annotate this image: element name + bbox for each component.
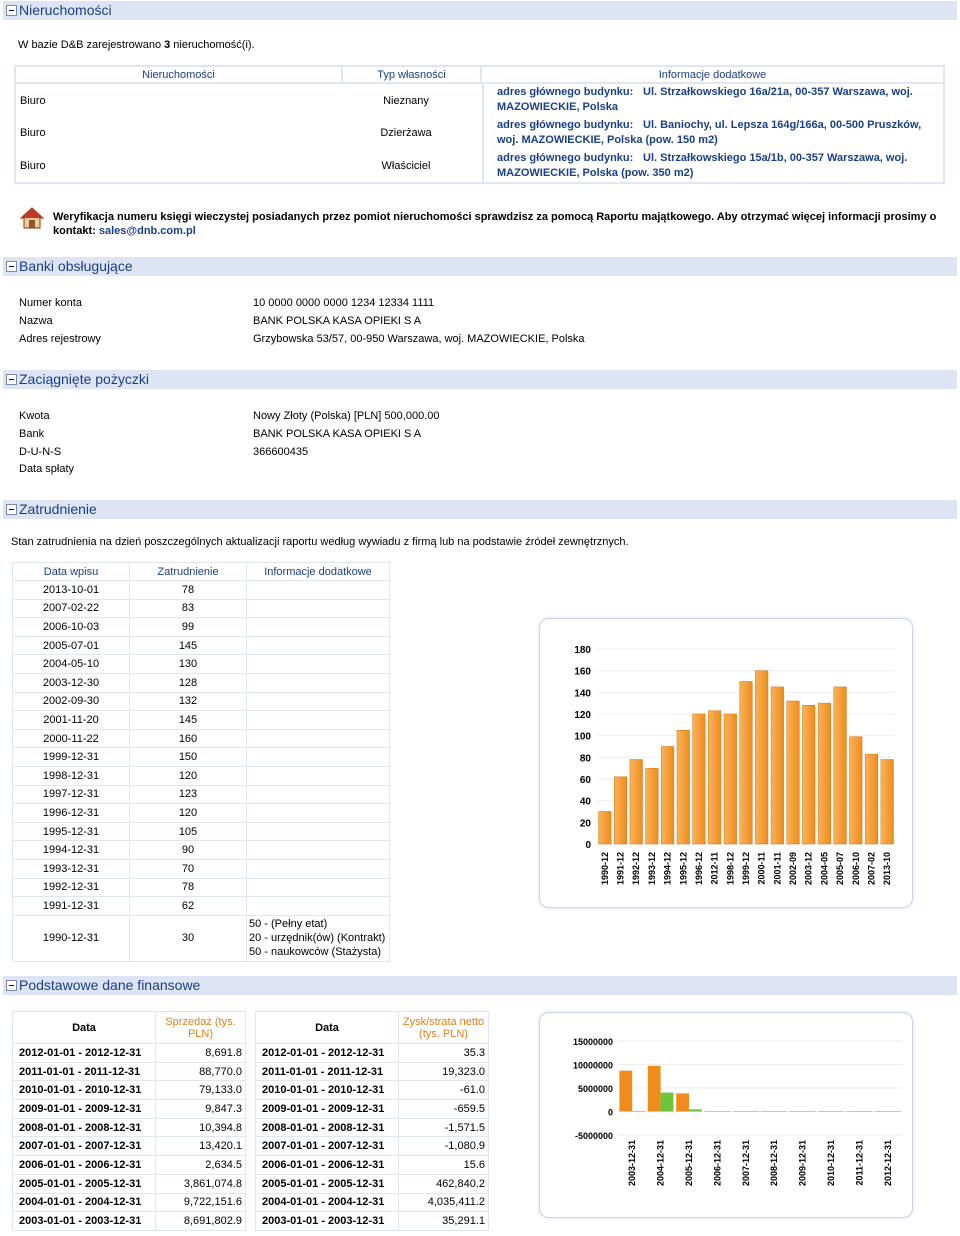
col-header: Zatrudnienie [130, 563, 247, 581]
table-row [13, 692, 390, 711]
sales-value: 10,394.8 [156, 1118, 246, 1137]
bar [831, 1112, 844, 1113]
table-row [13, 711, 390, 730]
section-header-banks[interactable] [3, 257, 957, 276]
entry-date: 2007-02-22 [13, 599, 130, 618]
table-row [13, 1044, 246, 1063]
x-tick-label: 2007-02 [866, 852, 877, 886]
section-header-employment[interactable] [3, 500, 957, 519]
section-title: Nieruchomości [19, 2, 112, 18]
y-tick-label: 40 [579, 796, 591, 808]
profit-table [255, 1011, 489, 1231]
property-info: MAZOWIECKIE, Polska (pow. 350 m2) [497, 167, 694, 179]
bar [648, 1066, 661, 1112]
y-tick-label: 160 [574, 666, 591, 678]
x-tick-label: 1996-12 [693, 852, 704, 886]
property-note-contact: kontakt: sales@dnb.com.pl [53, 225, 196, 237]
extra-info [247, 636, 390, 655]
entry-date: 1998-12-31 [13, 766, 130, 785]
bar [888, 1111, 901, 1112]
bar [632, 1111, 645, 1112]
x-tick-label: 2013-10 [882, 852, 893, 886]
sales-table [12, 1011, 246, 1231]
period: 2006-01-01 - 2006-12-31 [13, 1156, 156, 1175]
y-tick-label: 0 [607, 1107, 613, 1118]
bar [818, 703, 831, 844]
section-header-properties[interactable] [3, 1, 957, 20]
period: 2012-01-01 - 2012-12-31 [256, 1044, 399, 1063]
property-info: Ul. Strzałkowskiego 16a/21a, 00-357 Warszawa, woj. [643, 86, 913, 98]
table-row [13, 618, 390, 637]
table-row [13, 766, 390, 785]
bar [818, 1111, 831, 1112]
extra-info [247, 841, 390, 860]
employee-count: 83 [130, 599, 247, 618]
table-row [13, 729, 390, 748]
employee-count: 145 [130, 711, 247, 730]
col-header: Sprzedaż (tys. PLN) [156, 1012, 246, 1044]
extra-info [247, 897, 390, 916]
x-tick-label: 2008-12-31 [769, 1140, 780, 1187]
section-title: Zatrudnienie [19, 501, 97, 517]
entry-date: 1997-12-31 [13, 785, 130, 804]
loan-amount-label: Kwota [19, 410, 50, 422]
col-header: Typ własności [342, 66, 481, 83]
employee-count: 62 [130, 897, 247, 916]
period: 2006-01-01 - 2006-12-31 [256, 1156, 399, 1175]
table-row [256, 1062, 489, 1081]
entry-date: 1999-12-31 [13, 748, 130, 767]
section-title: Podstawowe dane finansowe [19, 977, 201, 993]
period: 2009-01-01 - 2009-12-31 [256, 1100, 399, 1119]
extra-info [247, 878, 390, 897]
collapse-minus-icon[interactable] [6, 504, 17, 515]
bar [755, 671, 768, 844]
y-tick-label: 100 [574, 731, 591, 743]
x-tick-label: 1998-12 [725, 852, 736, 886]
y-tick-label: 60 [579, 775, 591, 786]
bar [646, 768, 659, 844]
bar [614, 777, 627, 844]
properties-table-body [14, 83, 945, 184]
sales-value: 9,722,151.6 [156, 1193, 246, 1212]
employee-count: 130 [130, 655, 247, 674]
profit-value: 462,840.2 [399, 1174, 489, 1193]
bank-address-label: Adres rejestrowy [19, 333, 101, 345]
table-row [13, 822, 390, 841]
section-header-finance[interactable] [3, 976, 957, 995]
employee-count: 90 [130, 841, 247, 860]
bar [661, 747, 674, 845]
property-name: Biuro [20, 95, 46, 107]
table-row [13, 748, 390, 767]
sales-value: 3,861,074.8 [156, 1174, 246, 1193]
bank-name-label: Nazwa [19, 315, 53, 327]
col-header: Data wpisu [13, 563, 130, 581]
x-tick-label: 2007-12-31 [740, 1140, 751, 1187]
employee-count: 128 [130, 673, 247, 692]
entry-date: 2004-05-10 [13, 655, 130, 674]
table-row [256, 1156, 489, 1175]
employee-count: 145 [130, 636, 247, 655]
y-tick-label: -5000000 [574, 1131, 613, 1141]
table-row [13, 599, 390, 618]
employee-count: 105 [130, 822, 247, 841]
col-header: Informacje dodatkowe [481, 66, 944, 83]
table-row [13, 1081, 246, 1100]
entry-date: 1990-12-31 [13, 915, 130, 961]
collapse-minus-icon[interactable] [6, 5, 17, 16]
table-row [13, 785, 390, 804]
extra-info [247, 599, 390, 618]
x-tick-label: 2012-11 [709, 852, 720, 885]
entry-date: 1996-12-31 [13, 804, 130, 823]
x-tick-label: 2006-10 [850, 852, 861, 886]
loan-amount-value: Nowy Złoty (Polska) [PLN] 500,000.00 [253, 410, 440, 422]
y-tick-label: 80 [579, 753, 591, 765]
extra-info [247, 785, 390, 804]
table-row [13, 1156, 246, 1175]
profit-value: 19,323.0 [399, 1062, 489, 1081]
loan-repay-label: Data spłaty [19, 463, 75, 475]
bar [733, 1111, 746, 1112]
loan-bank-label: Bank [19, 428, 45, 440]
finance-chart-svg [540, 1013, 912, 1217]
table-row [13, 897, 390, 916]
x-tick-label: 1991-12 [615, 852, 626, 886]
property-label: adres głównego budynku: [497, 152, 634, 164]
y-tick-label: 120 [574, 710, 591, 721]
employment-chart-svg [540, 619, 912, 907]
extra-info [247, 655, 390, 674]
house-icon [20, 206, 44, 230]
bar [787, 701, 800, 844]
section-title: Banki obsługujące [19, 258, 133, 274]
entry-date: 1995-12-31 [13, 822, 130, 841]
x-tick-label: 1990-12 [599, 852, 610, 886]
collapse-minus-icon[interactable] [6, 374, 17, 385]
bar [771, 687, 784, 844]
property-type: Dzierżawa [380, 127, 432, 139]
collapse-minus-icon[interactable] [6, 261, 17, 272]
table-row [256, 1174, 489, 1193]
section-header-loans[interactable] [3, 370, 957, 389]
sales-value: 8,691.8 [156, 1044, 246, 1063]
bar [630, 760, 643, 845]
employee-count: 99 [130, 618, 247, 637]
col-header: Nieruchomości [15, 66, 342, 83]
sales-value: 88,770.0 [156, 1062, 246, 1081]
bar [774, 1112, 787, 1113]
profit-value: 35.3 [399, 1044, 489, 1063]
entry-date: 1992-12-31 [13, 878, 130, 897]
x-tick-label: 2005-12-31 [684, 1140, 694, 1187]
y-tick-label: 20 [579, 818, 591, 830]
profit-value: -1,080.9 [399, 1137, 489, 1156]
table-row [256, 1212, 489, 1231]
employee-count: 120 [130, 766, 247, 785]
employee-count: 120 [130, 804, 247, 823]
employee-count: 150 [130, 748, 247, 767]
extra-info [247, 915, 390, 961]
x-tick-label: 2003-12 [803, 852, 814, 886]
table-row [13, 581, 390, 600]
bar [661, 1093, 674, 1112]
col-header: Informacje dodatkowe [247, 563, 390, 581]
period: 2007-01-01 - 2007-12-31 [256, 1137, 399, 1156]
sales-value: 79,133.0 [156, 1081, 246, 1100]
y-tick-label: 15000000 [572, 1037, 613, 1047]
bar [859, 1111, 872, 1112]
employment-table [12, 562, 390, 962]
entry-date: 2001-11-20 [13, 711, 130, 730]
period: 2010-01-01 - 2010-12-31 [256, 1081, 399, 1100]
table-row [13, 1100, 246, 1119]
finance-chart [539, 1012, 913, 1218]
x-tick-label: 2009-12-31 [797, 1140, 808, 1187]
y-tick-label: 180 [574, 645, 591, 656]
entry-date: 2013-10-01 [13, 581, 130, 600]
employee-count: 78 [130, 878, 247, 897]
period: 2004-01-01 - 2004-12-31 [13, 1193, 156, 1212]
table-row [256, 1100, 489, 1119]
property-label: adres głównego budynku: [497, 86, 634, 98]
sales-value: 8,691,802.9 [156, 1212, 246, 1231]
bar [761, 1111, 774, 1112]
table-row [13, 915, 390, 961]
entry-date: 2000-11-22 [13, 729, 130, 748]
x-tick-label: 1995-12 [678, 852, 689, 886]
bar [724, 714, 737, 844]
profit-value: -659.5 [399, 1100, 489, 1119]
period: 2009-01-01 - 2009-12-31 [13, 1100, 156, 1119]
bar [619, 1071, 632, 1112]
period: 2012-01-01 - 2012-12-31 [13, 1044, 156, 1063]
extra-info [247, 748, 390, 767]
bar [689, 1109, 702, 1111]
property-note: Weryfikacja numeru księgi wieczystej posiadanych przez pomiot nieruchomości sprawdzisz za pomocą Raportu majątkowego. Aby otrzymać więcej informacji prosimy o [53, 211, 937, 223]
employee-count: 160 [130, 729, 247, 748]
bar [834, 687, 847, 844]
bar [790, 1111, 803, 1112]
extra-info-line: 20 - urzędnik(ów) (Kontrakt) [249, 932, 386, 945]
x-tick-label: 2004-12-31 [655, 1140, 666, 1187]
entry-date: 2005-07-01 [13, 636, 130, 655]
bar [881, 760, 894, 845]
table-row [13, 859, 390, 878]
bar [693, 714, 706, 844]
extra-info [247, 673, 390, 692]
extra-info [247, 729, 390, 748]
table-row [256, 1137, 489, 1156]
entry-date: 2003-12-30 [13, 673, 130, 692]
sales-value: 13,420.1 [156, 1137, 246, 1156]
table-row [256, 1044, 489, 1063]
period: 2005-01-01 - 2005-12-31 [256, 1174, 399, 1193]
extra-info-line: 50 - (Pełny etat) [249, 918, 328, 931]
table-row [13, 1118, 246, 1137]
collapse-minus-icon[interactable] [6, 980, 17, 991]
property-name: Biuro [20, 127, 46, 139]
table-row [256, 1081, 489, 1100]
table-row [13, 1212, 246, 1231]
loan-duns-value: 366600435 [253, 446, 309, 458]
profit-value: 4,035,411.2 [399, 1193, 489, 1212]
bar [708, 711, 721, 844]
x-tick-label: 2012-12-31 [882, 1140, 893, 1187]
bar [875, 1111, 888, 1112]
email-link[interactable]: sales@dnb.com.pl [98, 225, 196, 237]
property-info: Ul. Strzałkowskiego 15a/1b, 00-357 Warszawa, woj. [643, 152, 908, 164]
entry-date: 1993-12-31 [13, 859, 130, 878]
extra-info [247, 692, 390, 711]
bar [850, 737, 863, 844]
period: 2004-01-01 - 2004-12-31 [256, 1193, 399, 1212]
bank-account-label: Numer konta [19, 297, 82, 309]
period: 2010-01-01 - 2010-12-31 [13, 1081, 156, 1100]
table-row [13, 1174, 246, 1193]
x-tick-label: 2001-11 [772, 852, 783, 885]
extra-info [247, 766, 390, 785]
bar [677, 730, 690, 844]
properties-table [14, 65, 945, 84]
table-row [13, 1062, 246, 1081]
loan-duns-label: D-U-N-S [19, 446, 62, 458]
property-type: Nieznany [383, 95, 429, 107]
x-tick-label: 2003-12-31 [627, 1140, 638, 1187]
bar [717, 1111, 730, 1112]
bar [740, 682, 753, 845]
bar [676, 1093, 689, 1111]
x-tick-label: 2002-09 [788, 852, 799, 886]
period: 2003-01-01 - 2003-12-31 [13, 1212, 156, 1231]
x-tick-label: 1994-12 [662, 852, 673, 886]
period: 2007-01-01 - 2007-12-31 [13, 1137, 156, 1156]
extra-info [247, 822, 390, 841]
property-label: adres głównego budynku: [497, 119, 634, 131]
table-row [13, 655, 390, 674]
y-tick-label: 5000000 [577, 1084, 613, 1094]
profit-value: -61.0 [399, 1081, 489, 1100]
x-tick-label: 2011-12-31 [854, 1140, 865, 1186]
bank-account-value: 10 0000 0000 0000 1234 12334 1111 [253, 297, 435, 309]
loan-bank-value: BANK POLSKA KASA OPIEKI S A [253, 428, 422, 440]
bar [705, 1111, 718, 1112]
employment-chart [539, 618, 913, 908]
profit-value: 35,291.1 [399, 1212, 489, 1231]
bar [803, 1112, 816, 1113]
period: 2008-01-01 - 2008-12-31 [13, 1118, 156, 1137]
x-tick-label: 2004-05 [819, 852, 830, 886]
table-row [256, 1193, 489, 1212]
bar [865, 754, 878, 844]
table-row [13, 636, 390, 655]
employee-count: 132 [130, 692, 247, 711]
x-tick-label: 2000-11 [756, 852, 767, 885]
y-tick-label: 140 [574, 688, 591, 700]
y-tick-label: 0 [585, 840, 591, 851]
profit-value: -1,571.5 [399, 1118, 489, 1137]
extra-info-line: 50 - naukowców (Stażysta) [249, 946, 382, 959]
period: 2008-01-01 - 2008-12-31 [256, 1118, 399, 1137]
entry-date: 1991-12-31 [13, 897, 130, 916]
extra-info [247, 859, 390, 878]
employee-count: 30 [130, 915, 247, 961]
x-tick-label: 1999-12 [741, 852, 751, 886]
employment-intro: Stan zatrudnienia na dzień poszczególnych aktualizacji raportu według wywiadu z firmą lub na podstawie źródeł zewnętrznych. [11, 536, 629, 548]
property-type: Właściciel [381, 160, 431, 172]
x-tick-label: 2010-12-31 [826, 1140, 836, 1187]
period: 2011-01-01 - 2011-12-31 [13, 1062, 156, 1081]
table-row [256, 1118, 489, 1137]
profit-value: 15.6 [399, 1156, 489, 1175]
employee-count: 78 [130, 581, 247, 600]
entry-date: 2006-10-03 [13, 618, 130, 637]
x-tick-label: 2005-07 [835, 852, 846, 886]
entry-date: 2002-09-30 [13, 692, 130, 711]
table-row [13, 1193, 246, 1212]
extra-info [247, 581, 390, 600]
property-info: woj. MAZOWIECKIE, Polska (pow. 150 m2) [497, 134, 718, 146]
extra-info [247, 618, 390, 637]
bar [599, 812, 612, 845]
period: 2011-01-01 - 2011-12-31 [256, 1062, 399, 1081]
col-header: Data [13, 1012, 156, 1044]
x-tick-label: 2006-12-31 [712, 1140, 723, 1187]
section-title: Zaciągnięte pożyczki [19, 371, 149, 387]
extra-info [247, 804, 390, 823]
extra-info [247, 711, 390, 730]
bank-address-value: Grzybowska 53/57, 00-950 Warszawa, woj. MAZOWIECKIE, Polska [253, 333, 585, 345]
col-header: Data [256, 1012, 399, 1044]
table-row [13, 878, 390, 897]
col-header: Zysk/strata netto (tys. PLN) [399, 1012, 489, 1044]
property-info: Ul. Baniochy, ul. Lepsza 164g/166a, 00-500 Pruszków, [643, 119, 922, 131]
period: 2003-01-01 - 2003-12-31 [256, 1212, 399, 1231]
x-tick-label: 1992-12 [631, 852, 642, 886]
table-row [13, 841, 390, 860]
table-row [13, 804, 390, 823]
bar [746, 1112, 759, 1113]
bar [802, 705, 815, 844]
sales-value: 9,847.3 [156, 1100, 246, 1119]
sales-value: 2,634.5 [156, 1156, 246, 1175]
employee-count: 70 [130, 859, 247, 878]
period: 2005-01-01 - 2005-12-31 [13, 1174, 156, 1193]
table-row [13, 1137, 246, 1156]
x-tick-label: 1993-12 [646, 852, 657, 886]
employee-count: 123 [130, 785, 247, 804]
property-name: Biuro [20, 160, 46, 172]
property-info: MAZOWIECKIE, Polska [497, 101, 619, 113]
bank-name-value: BANK POLSKA KASA OPIEKI S A [253, 315, 422, 327]
table-row [13, 673, 390, 692]
y-tick-label: 10000000 [572, 1060, 613, 1071]
bar [847, 1111, 860, 1112]
entry-date: 1994-12-31 [13, 841, 130, 860]
properties-intro: W bazie D&B zarejestrowano 3 nieruchomość(i). [18, 39, 255, 51]
